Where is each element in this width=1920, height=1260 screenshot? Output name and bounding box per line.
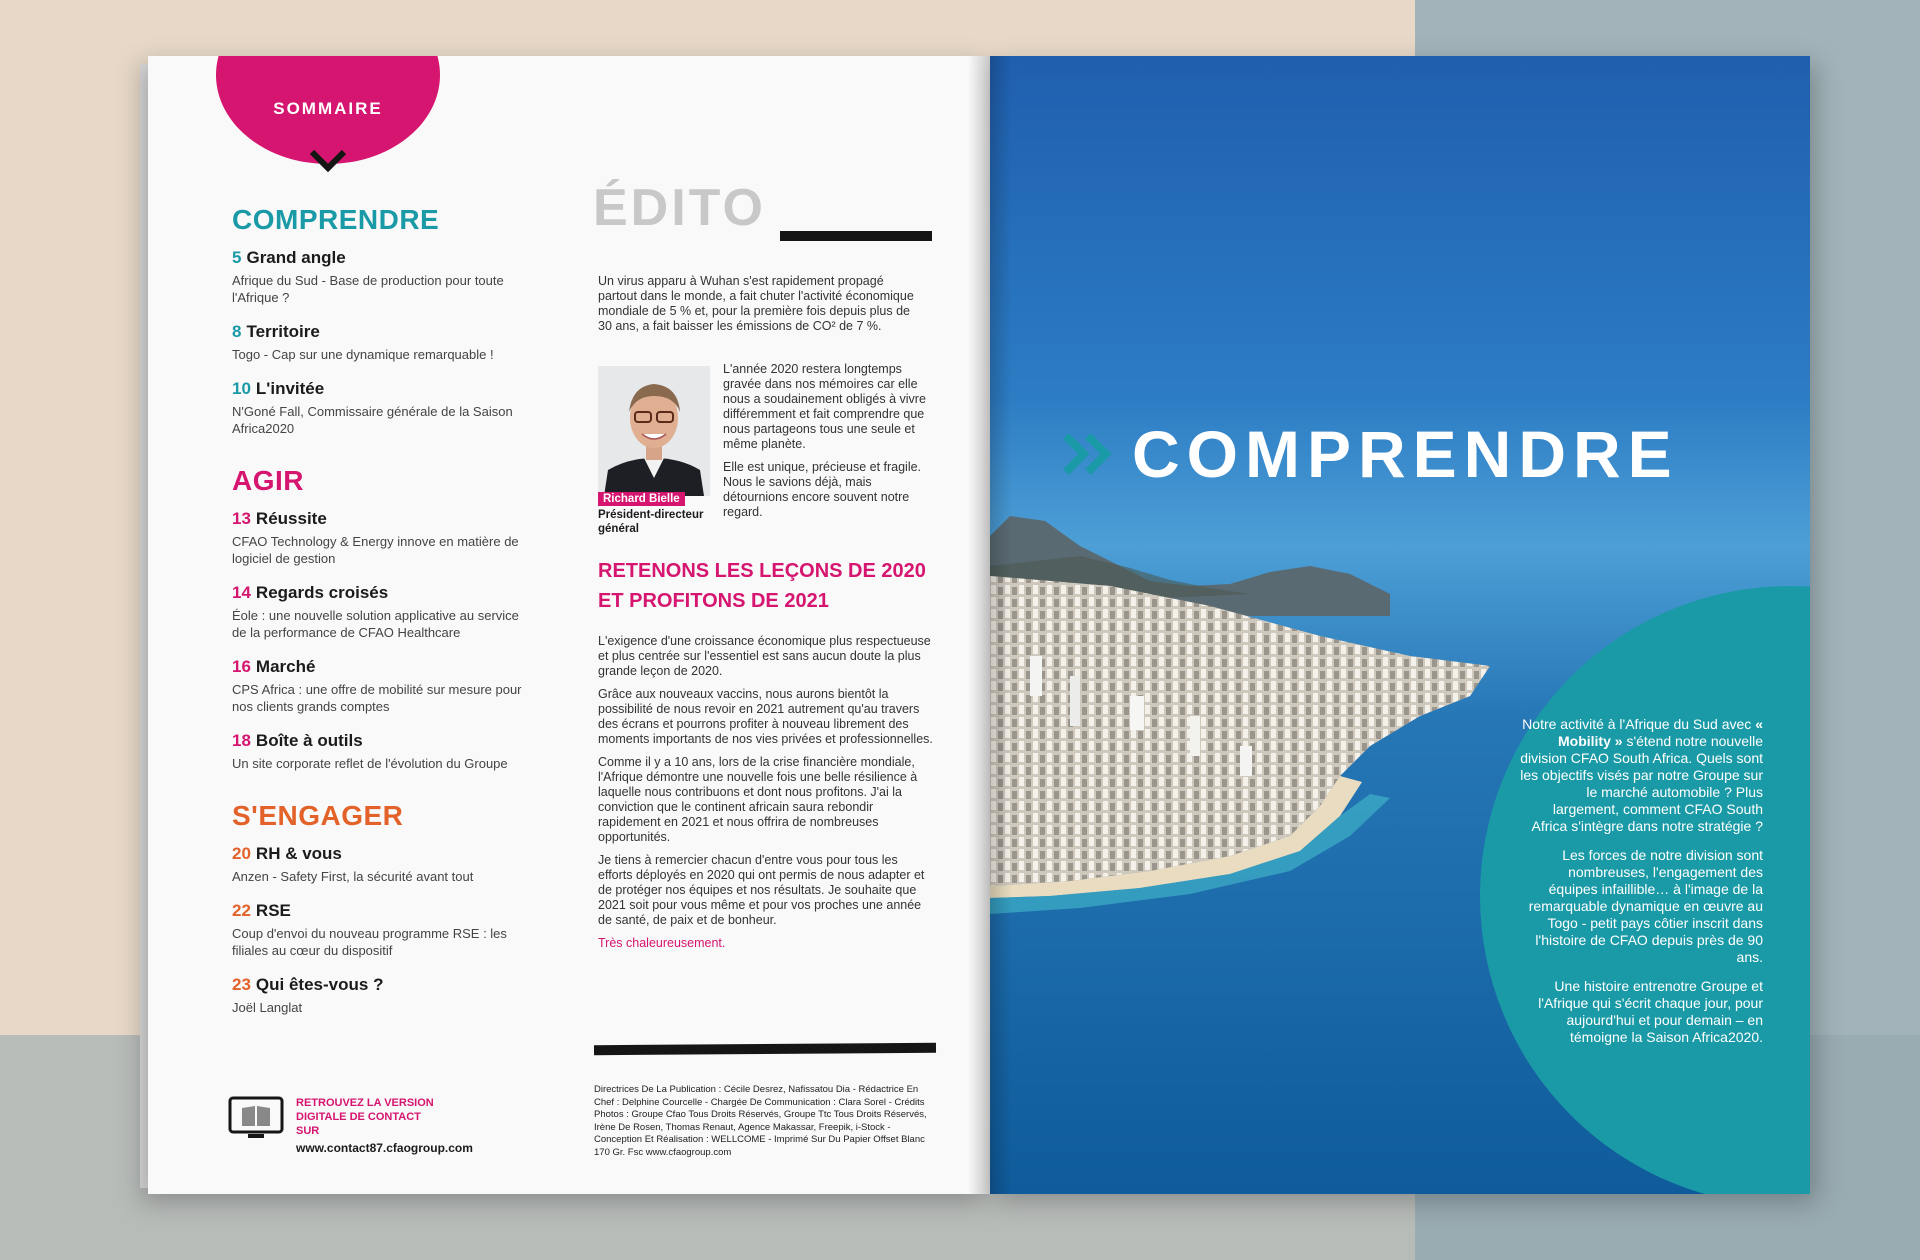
open-magazine xyxy=(148,56,1810,1194)
page-number: 22 xyxy=(232,901,251,920)
digital-url-link[interactable]: www.contact87.cfaogroup.com xyxy=(296,1141,473,1155)
digital-label: RETROUVEZ LA VERSION DIGITALE DE CONTACT SUR xyxy=(296,1097,434,1137)
edito-body xyxy=(598,634,933,959)
toc-item-title: RSE xyxy=(255,901,291,920)
toc-item-title: Réussite xyxy=(255,509,327,528)
toc-item-desc: Joël Langlat xyxy=(232,1000,303,1015)
double-chevron-right-icon xyxy=(1060,430,1116,478)
comprendre-heading xyxy=(1060,416,1679,492)
tablet-book-icon xyxy=(228,1096,284,1140)
toc-item-title: Territoire xyxy=(246,322,320,341)
toc-item xyxy=(232,731,532,772)
edito-headline: RETENONS LES LEÇONS DE 2020 ET PROFITONS DE 2021 xyxy=(598,560,926,612)
edito-paragraph: Grâce aux nouveaux vaccins, nous aurons bientôt la possibilité de nous revoir en 2021 autrement qu'au travers des écrans et pourrons profiter à nouveau librement des moments importants de nos vies privées et professionnelles. xyxy=(598,687,933,746)
page-number: 18 xyxy=(232,731,251,750)
intro-paragraph: Une histoire entrenotre Groupe et l'Afrique qui s'écrit chaque jour, pour aujourd'hui et pour demain – en témoigne la Saison Africa2020. xyxy=(1538,978,1763,1045)
toc-item xyxy=(232,379,532,437)
page-number: 8 xyxy=(232,322,242,341)
toc-item-title: Regards croisés xyxy=(255,583,389,602)
toc-item xyxy=(232,657,532,715)
edito-side-paragraph: Elle est unique, précieuse et fragile. Nous le savions déjà, mais détournions encore souvent notre regard. xyxy=(723,460,922,519)
page-number: 5 xyxy=(232,248,242,267)
publication-credits: Directrices De La Publication : Cécile Desrez, Nafissatou Dia - Rédactrice En Chef : Delphine Courcelle - Chargée De Communication : Clara Sorel - Crédits Photos : Groupe Cfao Tous Droits Réservés, Groupe Ttc Tous Droits Réservés, Irène De Rosen, Thomas Renaut, Agence Makassar, Freepik, i-Stock - Conception Et Réalisation : WELLCOME - Imprimé Sur Du Papier Offset Blanc 170 Gr. Fsc www.cfaogroup.com xyxy=(594,1084,927,1158)
page-number: 16 xyxy=(232,657,251,676)
digital-version-promo xyxy=(228,1096,473,1155)
toc-item-desc: Coup d'envoi du nouveau programme RSE : les filiales au cœur du dispositif xyxy=(232,926,507,958)
toc-item-desc: Anzen - Safety First, la sécurité avant tout xyxy=(232,869,474,884)
bottom-divider-bar xyxy=(594,1043,936,1055)
toc-item xyxy=(232,975,532,1016)
toc-group-sengager xyxy=(232,800,532,1016)
toc-item-title: L'invitée xyxy=(255,379,325,398)
page-number: 14 xyxy=(232,583,251,602)
table-of-contents xyxy=(232,204,532,1044)
author-name: Richard Bielle xyxy=(598,492,685,506)
section-title: AGIR xyxy=(232,465,304,496)
intro-paragraph: Les forces de notre division sont nombreuses, l'engagement des équipes infaillible… à l'image de la remarquable dynamique en œuvre au Togo - petit pays côtier inscrit dans l'histoire de CFAO depuis près de 90 ans. xyxy=(1528,847,1763,965)
edito-paragraph: Comme il y a 10 ans, lors de la crise financière mondiale, l'Afrique démontre une nouvelle fois une belle résilience à laquelle nous contribuons et dont nous profitons. J'ai la conviction que le continent africain saura rebondir rapidement en 2021 et nous offrira de nombreuses opportunités. xyxy=(598,755,918,844)
chevron-down-icon xyxy=(308,148,348,174)
intro-text xyxy=(1518,716,1763,1058)
intro-p1-bold: « Mobility » xyxy=(1557,716,1763,749)
toc-item xyxy=(232,844,532,885)
page-number: 20 xyxy=(232,844,251,863)
toc-item-desc: Afrique du Sud - Base de production pour toute l'Afrique ? xyxy=(232,273,504,305)
toc-item-title: Qui êtes-vous ? xyxy=(255,975,384,994)
comprendre-title: COMPRENDRE xyxy=(1132,417,1679,491)
toc-item xyxy=(232,322,532,363)
left-page xyxy=(148,56,990,1194)
page-number: 23 xyxy=(232,975,251,994)
toc-item-desc: Togo - Cap sur une dynamique remarquable ! xyxy=(232,347,494,362)
section-title: COMPRENDRE xyxy=(232,204,440,235)
toc-item xyxy=(232,248,532,306)
toc-item-title: Marché xyxy=(255,657,316,676)
toc-item-desc: N'Goné Fall, Commissaire générale de la Saison Africa2020 xyxy=(232,404,513,436)
intro-p1-mid: s'étend xyxy=(1626,733,1672,749)
section-title: S'ENGAGER xyxy=(232,800,404,831)
author-role: Président-directeur général xyxy=(598,509,704,535)
toc-item-desc: CFAO Technology & Energy innove en matière de logiciel de gestion xyxy=(232,534,519,566)
toc-item xyxy=(232,583,532,641)
toc-item-desc: CPS Africa : une offre de mobilité sur mesure pour nos clients grands comptes xyxy=(232,682,522,714)
intro-p1-pre: Notre activité à l'Afrique du Sud avec xyxy=(1522,716,1752,732)
toc-item-title: RH & vous xyxy=(255,844,342,863)
toc-item xyxy=(232,901,532,959)
toc-item xyxy=(232,509,532,567)
edito-side-text xyxy=(723,362,931,528)
edito-paragraph: Je tiens à remercier chacun d'entre vous pour tous les efforts déployés en 2020 qui ont permis de nous adapter et de protéger nos équipes et nos résultats. Je souhaite que 2021 soit pour vous même et pour vos proches une année de santé, de paix et de bonheur. xyxy=(598,853,925,927)
edito-paragraph: L'exigence d'une croissance économique plus respectueuse et plus centrée sur l'essentiel est sans aucun doute la plus grande leçon de 2020. xyxy=(598,634,931,678)
edito-title: ÉDITO xyxy=(593,179,766,237)
page-number: 10 xyxy=(232,379,251,398)
edito-side-paragraph: L'année 2020 restera longtemps gravée dans nos mémoires car elle nous a soudainement obligés à vivre différemment et fait comprendre que nous partageons tous une seule et même planète. xyxy=(723,362,926,451)
toc-group-agir xyxy=(232,465,532,772)
page-number: 13 xyxy=(232,509,251,528)
edito-signoff: Très chaleureusement. xyxy=(598,936,726,950)
toc-item-desc: Éole : une nouvelle solution applicative au service de la performance de CFAO Healthcare xyxy=(232,608,519,640)
toc-item-title: Grand angle xyxy=(246,248,346,267)
toc-item-title: Boîte à outils xyxy=(255,731,363,750)
toc-group-comprendre xyxy=(232,204,532,437)
edito-title-bar xyxy=(780,231,932,241)
right-page xyxy=(990,56,1810,1194)
edito-intro: Un virus apparu à Wuhan s'est rapidement propagé partout dans le monde, a fait chuter l'activité économique mondiale de 5 % et, pour la première fois depuis plus de 30 ans, a fait baisser les émissions de CO² de 7 %. xyxy=(598,274,914,333)
intro-paragraph xyxy=(1518,716,1763,835)
sommaire-label: SOMMAIRE xyxy=(273,99,383,118)
author-portrait xyxy=(598,366,710,496)
intro-p1-post: notre nouvelle division CFAO South Africa. Quels sont les objectifs visés par notre Groupe sur le marché automobile ? Plus largement, comment CFAO South Africa s'intègre dans notre stratégie ? xyxy=(1520,733,1763,834)
toc-item-desc: Un site corporate reflet de l'évolution du Groupe xyxy=(232,756,508,771)
